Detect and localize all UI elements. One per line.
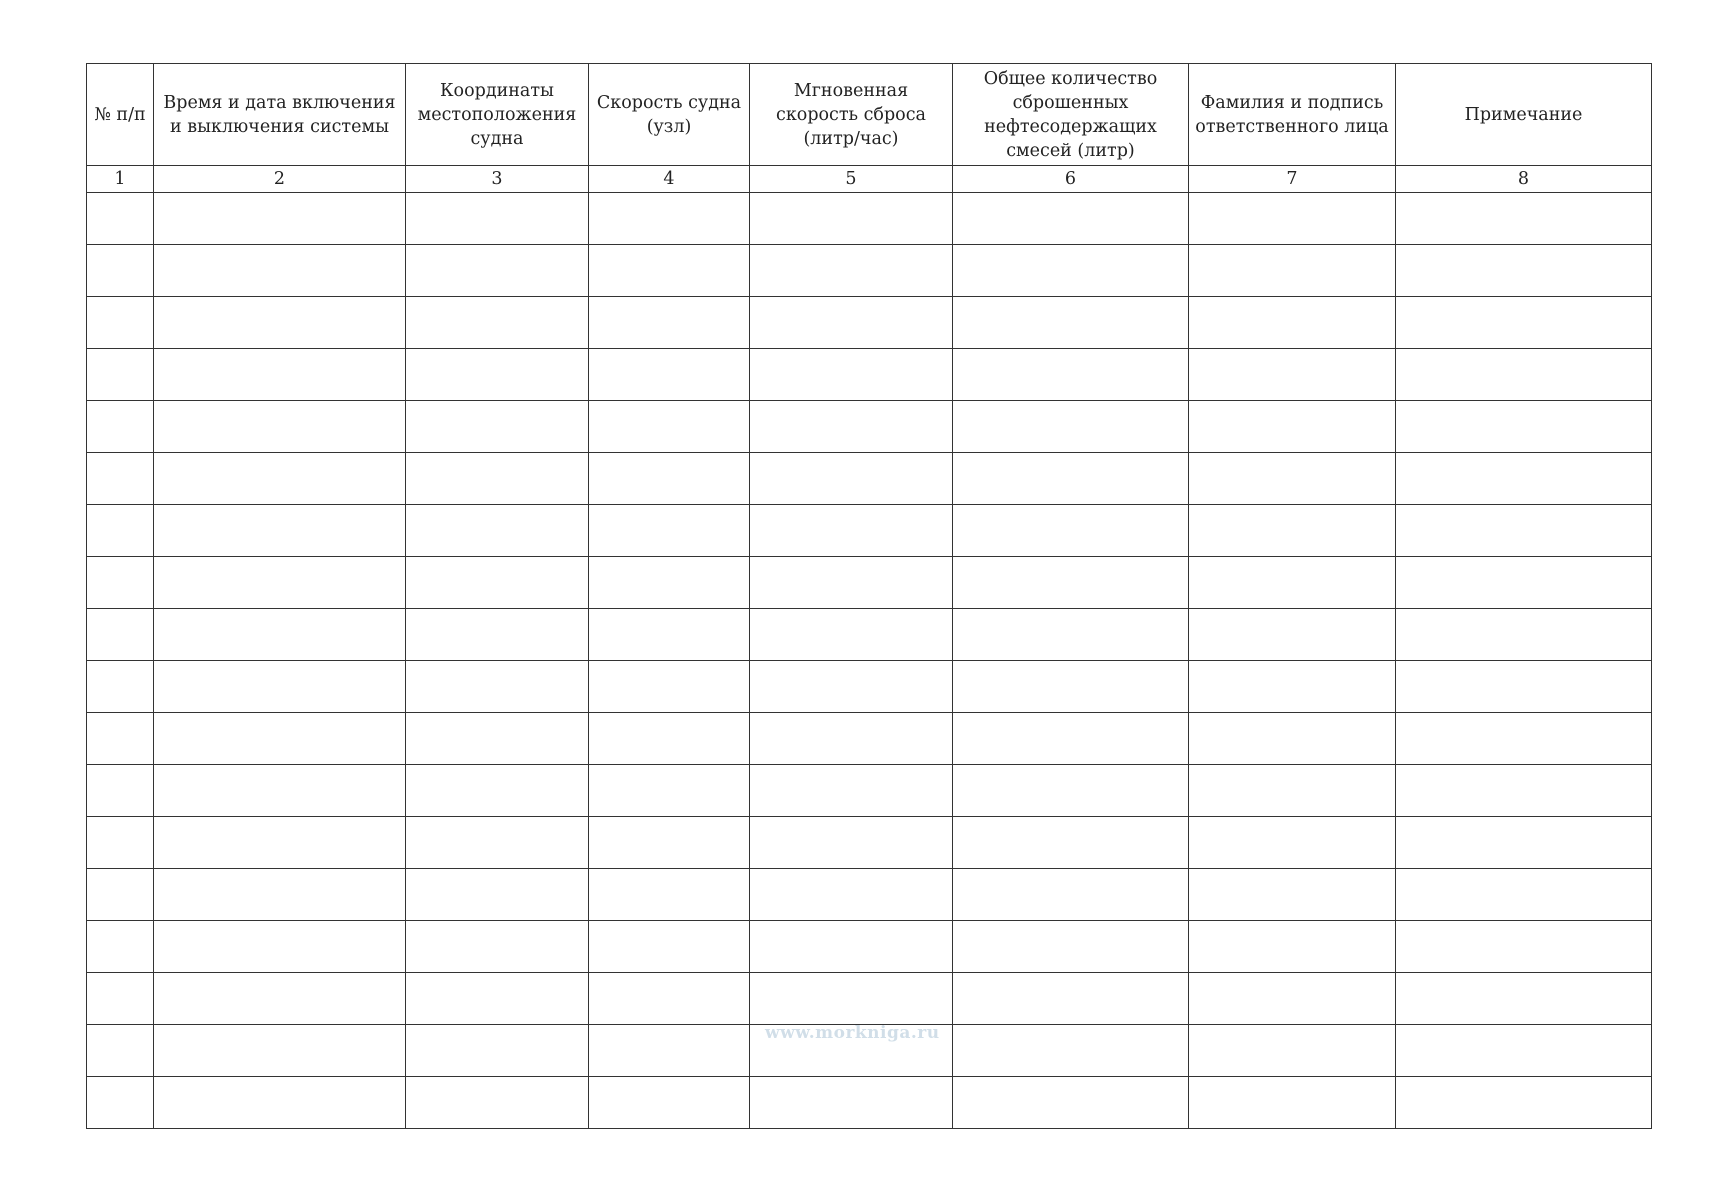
table-row [87, 349, 1652, 401]
header-row [87, 64, 1652, 166]
table-cell [406, 557, 589, 609]
table-cell [87, 1025, 154, 1077]
table-cell [589, 609, 750, 661]
table-cell [1189, 557, 1396, 609]
table-cell [750, 765, 953, 817]
table-cell [154, 349, 406, 401]
table-cell [589, 713, 750, 765]
table-row [87, 609, 1652, 661]
table-cell [1396, 297, 1652, 349]
table-cell [87, 921, 154, 973]
table-cell [1396, 1077, 1652, 1129]
table-cell [1189, 817, 1396, 869]
table-cell [589, 1077, 750, 1129]
table-row [87, 869, 1652, 921]
table-row [87, 557, 1652, 609]
table-cell [1396, 817, 1652, 869]
table-cell [87, 193, 154, 245]
table-cell [406, 713, 589, 765]
table-cell [154, 453, 406, 505]
column-number-row [87, 166, 1652, 193]
table-cell [589, 765, 750, 817]
table-cell [1189, 505, 1396, 557]
table-cell [750, 817, 953, 869]
table-cell [953, 609, 1189, 661]
table-row [87, 505, 1652, 557]
column-number: 2 [154, 166, 406, 193]
table-cell [154, 193, 406, 245]
header-cell-total-discharged: Общее количество сброшенных нефтесодержащих смесей (литр) [953, 64, 1189, 166]
table-cell [154, 661, 406, 713]
table-cell [589, 557, 750, 609]
table-cell [1189, 1025, 1396, 1077]
table-cell [87, 453, 154, 505]
header-cell-speed: Скорость судна (узл) [589, 64, 750, 166]
table-row [87, 817, 1652, 869]
table-row [87, 765, 1652, 817]
table-cell [154, 505, 406, 557]
table-cell [1189, 193, 1396, 245]
table-cell [1189, 869, 1396, 921]
table-row [87, 921, 1652, 973]
table-cell [1189, 661, 1396, 713]
table-cell [1189, 297, 1396, 349]
table-cell [406, 1077, 589, 1129]
column-number: 8 [1396, 166, 1652, 193]
table-cell [87, 765, 154, 817]
table-cell [750, 349, 953, 401]
table-cell [1189, 973, 1396, 1025]
table-cell [953, 869, 1189, 921]
table-cell [589, 921, 750, 973]
column-number: 1 [87, 166, 154, 193]
table-cell [406, 1025, 589, 1077]
table-cell [1396, 869, 1652, 921]
table-cell [750, 921, 953, 973]
table-cell [589, 1025, 750, 1077]
table-cell [87, 973, 154, 1025]
table-cell [750, 245, 953, 297]
table-cell [589, 973, 750, 1025]
header-cell-discharge-rate: Мгновенная скорость сброса (литр/час) [750, 64, 953, 166]
table-cell [406, 297, 589, 349]
table-cell [953, 245, 1189, 297]
table-cell [406, 349, 589, 401]
table-cell [1396, 193, 1652, 245]
table-cell [1396, 765, 1652, 817]
table-row [87, 973, 1652, 1025]
table-row [87, 245, 1652, 297]
table-cell [953, 1025, 1189, 1077]
table-cell [750, 713, 953, 765]
table-cell [406, 401, 589, 453]
table-cell [953, 973, 1189, 1025]
table-cell [1396, 349, 1652, 401]
table-cell [750, 661, 953, 713]
table-cell [750, 453, 953, 505]
table-cell [87, 297, 154, 349]
table-row [87, 401, 1652, 453]
table-cell [1189, 453, 1396, 505]
table-cell [953, 193, 1189, 245]
column-number: 3 [406, 166, 589, 193]
table-cell [406, 869, 589, 921]
table-row [87, 713, 1652, 765]
table-cell [1189, 609, 1396, 661]
table-cell [1396, 1025, 1652, 1077]
table-cell [1396, 505, 1652, 557]
table-cell [87, 713, 154, 765]
table-cell [1396, 557, 1652, 609]
table-cell [953, 349, 1189, 401]
table-row [87, 193, 1652, 245]
table-cell [1189, 401, 1396, 453]
table-cell [1189, 713, 1396, 765]
table-cell [87, 661, 154, 713]
table-cell [750, 401, 953, 453]
table-cell [589, 245, 750, 297]
table-cell [953, 297, 1189, 349]
table-cell [589, 297, 750, 349]
log-table [86, 63, 1652, 1129]
table-cell [154, 245, 406, 297]
column-number: 7 [1189, 166, 1396, 193]
table-cell [953, 557, 1189, 609]
table-cell [87, 349, 154, 401]
table-cell [953, 401, 1189, 453]
table-cell [154, 765, 406, 817]
table-row [87, 453, 1652, 505]
table-cell [154, 713, 406, 765]
header-cell-datetime: Время и дата включения и выключения системы [154, 64, 406, 166]
table-cell [154, 869, 406, 921]
table-cell [154, 1025, 406, 1077]
table-cell [953, 453, 1189, 505]
table-cell [154, 973, 406, 1025]
header-cell-number: № п/п [87, 64, 154, 166]
column-number: 6 [953, 166, 1189, 193]
table-cell [1396, 401, 1652, 453]
table-cell [1396, 609, 1652, 661]
table-cell [154, 817, 406, 869]
table-cell [1189, 349, 1396, 401]
table-cell [750, 609, 953, 661]
table-cell [750, 505, 953, 557]
table-cell [1396, 661, 1652, 713]
table-cell [750, 1077, 953, 1129]
table-cell [154, 921, 406, 973]
table-row [87, 297, 1652, 349]
table-cell [406, 453, 589, 505]
table-cell [154, 1077, 406, 1129]
table-cell [589, 193, 750, 245]
table-cell [87, 505, 154, 557]
table-cell [953, 921, 1189, 973]
table-cell [1396, 453, 1652, 505]
table-cell [87, 609, 154, 661]
table-cell [87, 869, 154, 921]
header-cell-coordinates: Координаты местоположения судна [406, 64, 589, 166]
table-cell [87, 817, 154, 869]
table-cell [406, 817, 589, 869]
table-cell [1189, 1077, 1396, 1129]
table-cell [589, 401, 750, 453]
table-cell [953, 661, 1189, 713]
table-cell [589, 817, 750, 869]
table-row [87, 1077, 1652, 1129]
table-cell [87, 1077, 154, 1129]
table-cell [750, 193, 953, 245]
table-cell [1189, 765, 1396, 817]
table-cell [589, 349, 750, 401]
table-cell [406, 765, 589, 817]
table-cell [406, 245, 589, 297]
table-cell [1189, 245, 1396, 297]
table-cell [406, 193, 589, 245]
log-table-body [87, 193, 1652, 1129]
column-number: 4 [589, 166, 750, 193]
table-cell [953, 765, 1189, 817]
table-cell [589, 661, 750, 713]
table-cell [1396, 245, 1652, 297]
column-number: 5 [750, 166, 953, 193]
table-cell [154, 401, 406, 453]
table-cell [406, 973, 589, 1025]
table-cell [87, 401, 154, 453]
table-cell [406, 609, 589, 661]
table-cell [1396, 713, 1652, 765]
table-cell [154, 297, 406, 349]
table-cell [87, 557, 154, 609]
table-cell [406, 921, 589, 973]
table-cell [953, 505, 1189, 557]
table-cell [1396, 921, 1652, 973]
table-cell [589, 869, 750, 921]
header-cell-responsible-person: Фамилия и подпись ответственного лица [1189, 64, 1396, 166]
table-cell [953, 1077, 1189, 1129]
table-cell [406, 661, 589, 713]
table-cell [406, 505, 589, 557]
table-cell [750, 297, 953, 349]
table-cell [154, 557, 406, 609]
header-cell-note: Примечание [1396, 64, 1652, 166]
watermark-text: www.morkniga.ru [765, 1023, 940, 1043]
table-cell [87, 245, 154, 297]
table-cell [750, 869, 953, 921]
table-cell [1396, 973, 1652, 1025]
table-cell [1189, 921, 1396, 973]
table-cell [953, 817, 1189, 869]
table-cell [589, 505, 750, 557]
table-cell [154, 609, 406, 661]
table-cell [750, 973, 953, 1025]
table-cell [750, 557, 953, 609]
table-cell [589, 453, 750, 505]
table-cell [953, 713, 1189, 765]
table-row [87, 661, 1652, 713]
